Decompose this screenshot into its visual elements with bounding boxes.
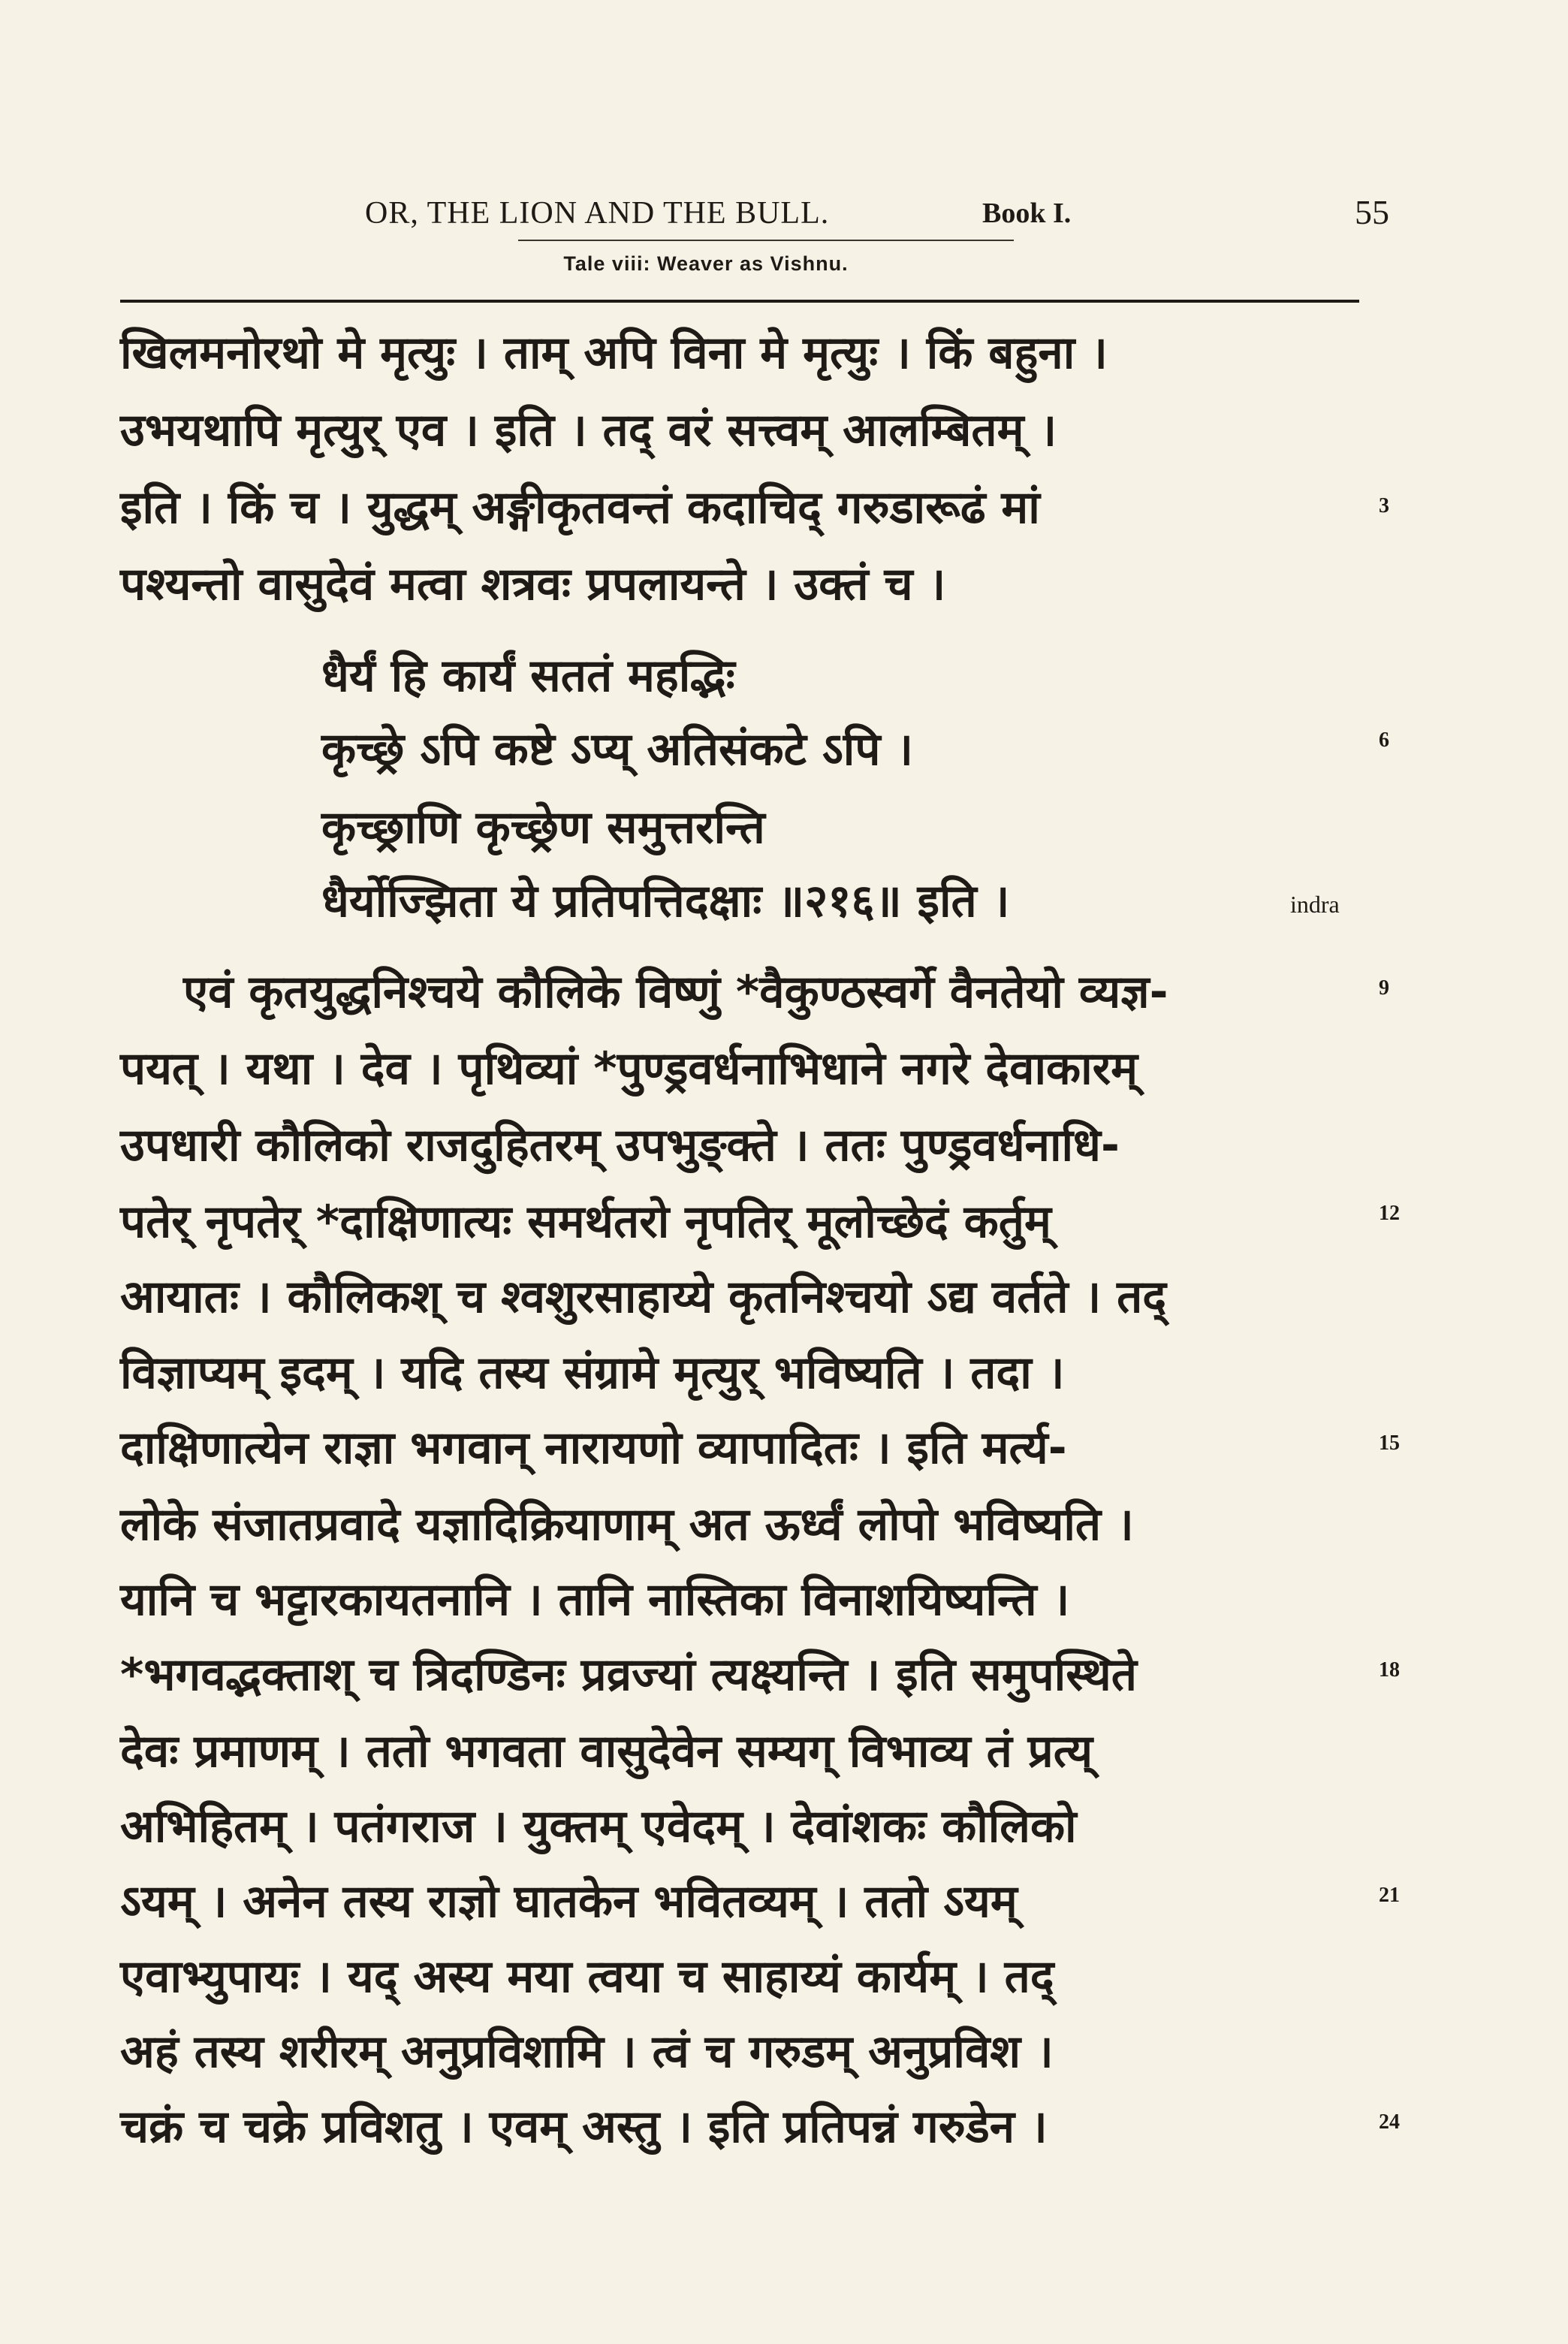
verse-line: कृच्छ्राणि कृच्छ्रेण समुत्तरन्ति (321, 801, 765, 854)
running-head (120, 186, 1389, 275)
running-title: OR, THE LION AND THE BULL. (365, 196, 830, 231)
verse-line: धैर्योज्झिता ये प्रतिपत्तिदक्षाः ॥२१६॥ इति । (321, 875, 1010, 928)
prose-line: अभिहितम् । पतंगराज । युक्तम् एवेदम् । देवांशकः कौलिको (120, 1800, 1077, 1853)
prose-line: उपधारी कौलिको राजदुहितरम् उपभुङ्क्ते । ततः पुण्ड्रवर्धनाधि- (120, 1119, 1120, 1172)
prose-line: पयत् । यथा । देव । पृथिव्यां *पुण्ड्रवर्धनाभिधाने नगरे देवाकारम् (120, 1042, 1138, 1095)
prose-line: इति । किं च । युद्धम् अङ्गीकृतवन्तं कदाचिद् गरुडारूढं मां (120, 481, 1040, 534)
running-subtitle: Tale viii: Weaver as Vishnu. (563, 252, 849, 275)
prose-line: लोके संजातप्रवादे यज्ञादिक्रियाणाम् अत ऊर्ध्वं लोपो भविष्यति । (120, 1498, 1134, 1551)
book-label: Book I. (982, 198, 1072, 229)
line-number: 15 (1379, 1431, 1400, 1455)
margin-note: indra (1290, 891, 1340, 918)
prose-line: *भगवद्भक्ताश् च त्रिदण्डिनः प्रव्रज्यां त्यक्ष्यन्ति । इति समुपस्थिते (120, 1649, 1137, 1701)
page-number: 55 (1355, 193, 1389, 231)
subtitle-divider (518, 240, 1014, 241)
prose-line: खिलमनोरथो मे मृत्युः । ताम् अपि विना मे मृत्युः । किं बहुना । (120, 327, 1108, 379)
verse-line: धैर्यं हि कार्यं सततं महद्भिः (321, 650, 735, 702)
prose-line: एवाभ्युपायः । यद् अस्य मया त्वया च साहाय्यं कार्यम् । तद् (120, 1950, 1054, 2003)
prose-line: एवं कृतयुद्धनिश्चये कौलिके विष्णुं *वैकुण्ठस्वर्गे वैनतेयो व्यज्ञ- (183, 966, 1168, 1018)
line-number: 24 (1379, 2110, 1400, 2134)
prose-line: यानि च भट्टारकायतनानि । तानि नास्तिका विनाशयिष्यन्ति । (120, 1573, 1070, 1626)
prose-line: पतेर् नृपतेर् *दाक्षिणात्यः समर्थतरो नृपतिर् मूलोच्छेदं कर्तुम् (120, 1196, 1051, 1248)
prose-line: विज्ञाप्यम् इदम् । यदि तस्य संग्रामे मृत्युर् भविष्यति । तदा । (120, 1347, 1065, 1399)
prose-line: देवः प्रमाणम् । ततो भगवता वासुदेवेन सम्यग् विभाव्य तं प्रत्य् (120, 1725, 1093, 1778)
line-number: 9 (1379, 976, 1389, 1000)
prose-line: उभयथापि मृत्युर् एव । इति । तद् वरं सत्त्वम् आलम्बितम् । (120, 404, 1057, 457)
prose-line: चक्रं च चक्रे प्रविशतु । एवम् अस्तु । इति प्रतिपन्नं गरुडेन । (120, 2101, 1048, 2153)
prose-line: पश्यन्तो वासुदेवं मत्वा शत्रवः प्रपलायन्ते । उक्तं च । (120, 558, 946, 611)
prose-line: अहं तस्य शरीरम् अनुप्रविशामि । त्वं च गरुडम् अनुप्रविश । (120, 2026, 1054, 2078)
line-number: 18 (1379, 1658, 1400, 1682)
line-number: 3 (1379, 494, 1389, 517)
verse-line: कृच्छ्रे ऽपि कष्टे ऽप्य् अतिसंकटे ऽपि । (321, 723, 914, 776)
line-number: 6 (1379, 729, 1389, 752)
prose-line: दाक्षिणात्येन राज्ञा भगवान् नारायणो व्यापादितः । इति मर्त्य- (120, 1422, 1067, 1474)
line-number: 12 (1379, 1202, 1400, 1225)
prose-line: ऽयम् । अनेन तस्य राज्ञो घातकेन भवितव्यम् । ततो ऽयम् (120, 1875, 1018, 1928)
line-number: 21 (1379, 1884, 1400, 1907)
prose-line: आयातः । कौलिकश् च श्वशुरसाहाय्ये कृतनिश्चयो ऽद्य वर्तते । तद् (120, 1271, 1167, 1323)
header-rule (120, 300, 1359, 303)
